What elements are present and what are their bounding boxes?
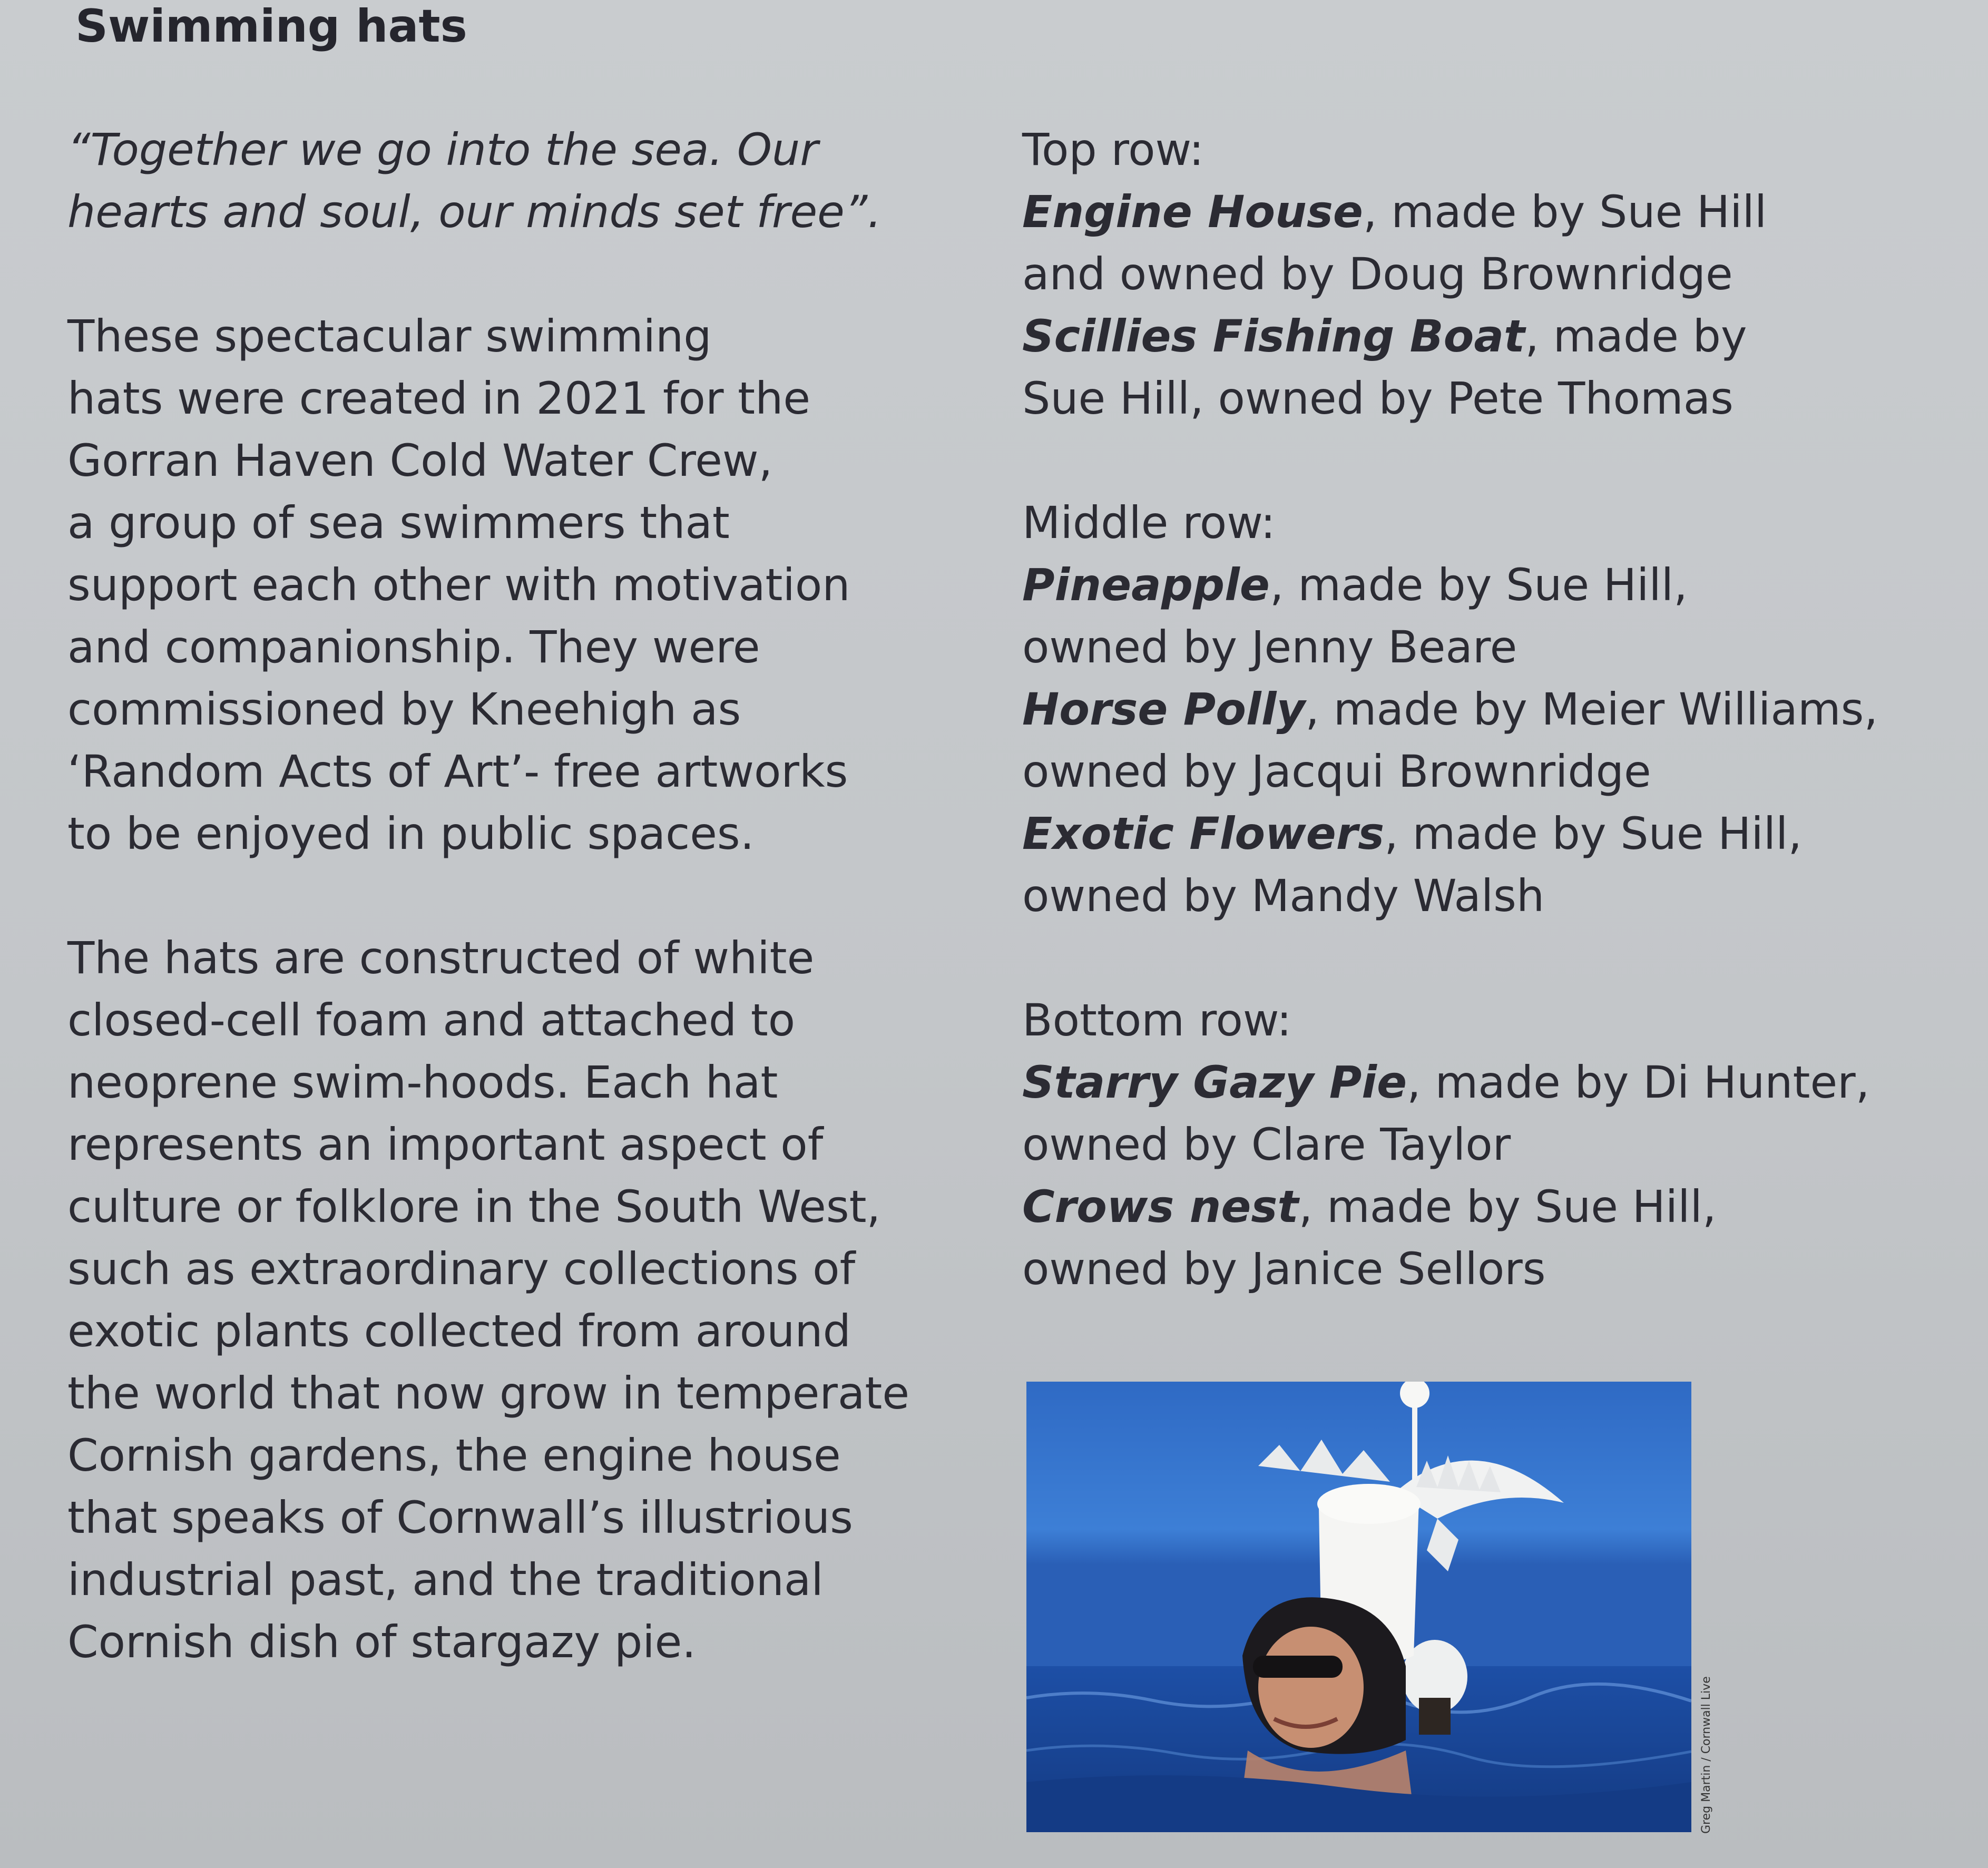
credit-line [1022, 305, 1971, 367]
credit-text: owned by Jenny Beare [1022, 621, 1517, 673]
credit-text: and owned by Doug Brownridge [1022, 248, 1733, 300]
credit-text: , made by Sue Hill, [1269, 559, 1688, 611]
paragraph-line: that speaks of Cornwall’s illustrious [67, 1492, 853, 1543]
middle-row-credits [1022, 492, 1971, 927]
credit-line [1022, 1176, 1971, 1238]
paragraph-line: neoprene swim-hoods. Each hat [67, 1057, 778, 1108]
bottom-row-credits [1022, 989, 1971, 1300]
hat-name: Engine House [1022, 186, 1363, 238]
credit-line [1022, 1051, 1971, 1113]
swimmer-photo-illustration [1026, 1382, 1691, 1832]
paragraph-line: the world that now grow in temperate [67, 1367, 910, 1419]
credit-line [1022, 554, 1971, 616]
hat-name: Crows nest [1022, 1181, 1299, 1233]
hat-name: Starry Gazy Pie [1022, 1057, 1407, 1108]
paragraph-line: These spectacular swimming [67, 310, 712, 362]
quote-block [67, 119, 1005, 243]
row-heading: Middle row: [1022, 497, 1276, 549]
paragraph-line: culture or folklore in the South West, [67, 1181, 881, 1233]
credit-line [1022, 181, 1971, 243]
swimmer-photo [1026, 1382, 1691, 1832]
credit-line [1022, 243, 1971, 305]
page-title: Swimming hats [75, 0, 467, 53]
credit-line [1022, 678, 1971, 740]
paragraph-line: a group of sea swimmers that [67, 497, 730, 549]
paragraph-line: and companionship. They were [67, 621, 760, 673]
credit-text: , made by Meier Williams, [1305, 683, 1878, 735]
credit-text: , made by Sue Hill, [1298, 1181, 1717, 1233]
hat-name: Exotic Flowers [1022, 808, 1385, 859]
photo-credit: Greg Martin / Cornwall Live [1700, 1676, 1713, 1834]
paragraph-line: industrial past, and the traditional [67, 1554, 824, 1606]
paragraph-construction [67, 927, 1005, 1673]
paragraph-line: support each other with motivation [67, 559, 850, 611]
credit-line [1022, 803, 1971, 865]
row-heading: Top row: [1022, 124, 1204, 175]
paragraph-line: commissioned by Kneehigh as [67, 683, 741, 735]
paragraph-line: hats were created in 2021 for the [67, 373, 811, 424]
credit-text: , made by [1525, 310, 1747, 362]
credit-line [1022, 1113, 1971, 1176]
credit-text: Sue Hill, owned by Pete Thomas [1022, 373, 1734, 424]
paragraph-line: represents an important aspect of [67, 1119, 824, 1170]
hat-name: Scillies Fishing Boat [1022, 310, 1525, 362]
paragraph-line: The hats are constructed of white [67, 932, 815, 984]
row-heading: Bottom row: [1022, 994, 1292, 1046]
credit-text: owned by Clare Taylor [1022, 1119, 1511, 1170]
credit-line [1022, 367, 1971, 429]
paragraph-line: closed-cell foam and attached to [67, 994, 796, 1046]
credit-line [1022, 865, 1971, 927]
credit-line [1022, 616, 1971, 678]
hat-name: Pineapple [1022, 559, 1270, 611]
quote-line: “Together we go into the sea. Our [67, 124, 818, 175]
paragraph-line: Gorran Haven Cold Water Crew, [67, 435, 773, 486]
credit-text: owned by Mandy Walsh [1022, 870, 1545, 922]
credit-text: owned by Janice Sellors [1022, 1243, 1546, 1295]
paragraph-line: ‘Random Acts of Art’- free artworks [67, 746, 848, 797]
quote-line: hearts and soul, our minds set free”. [67, 186, 882, 238]
credit-line [1022, 740, 1971, 803]
hat-name: Horse Polly [1022, 683, 1306, 735]
paragraph-line: Cornish gardens, the engine house [67, 1430, 841, 1481]
paragraph-line: exotic plants collected from around [67, 1305, 851, 1357]
top-row-credits [1022, 119, 1971, 429]
credit-line [1022, 1238, 1971, 1300]
paragraph-line: to be enjoyed in public spaces. [67, 808, 755, 859]
paragraph-line: such as extraordinary collections of [67, 1243, 856, 1295]
credit-text: owned by Jacqui Brownridge [1022, 746, 1651, 797]
credit-text: , made by Sue Hill [1363, 186, 1767, 238]
credit-text: , made by Sue Hill, [1384, 808, 1803, 859]
credits-column [1022, 119, 1971, 1362]
paragraph-line: Cornish dish of stargazy pie. [67, 1616, 696, 1668]
credit-text: , made by Di Hunter, [1407, 1057, 1870, 1108]
paragraph-intro [67, 305, 1005, 865]
intro-column [67, 119, 1005, 1673]
